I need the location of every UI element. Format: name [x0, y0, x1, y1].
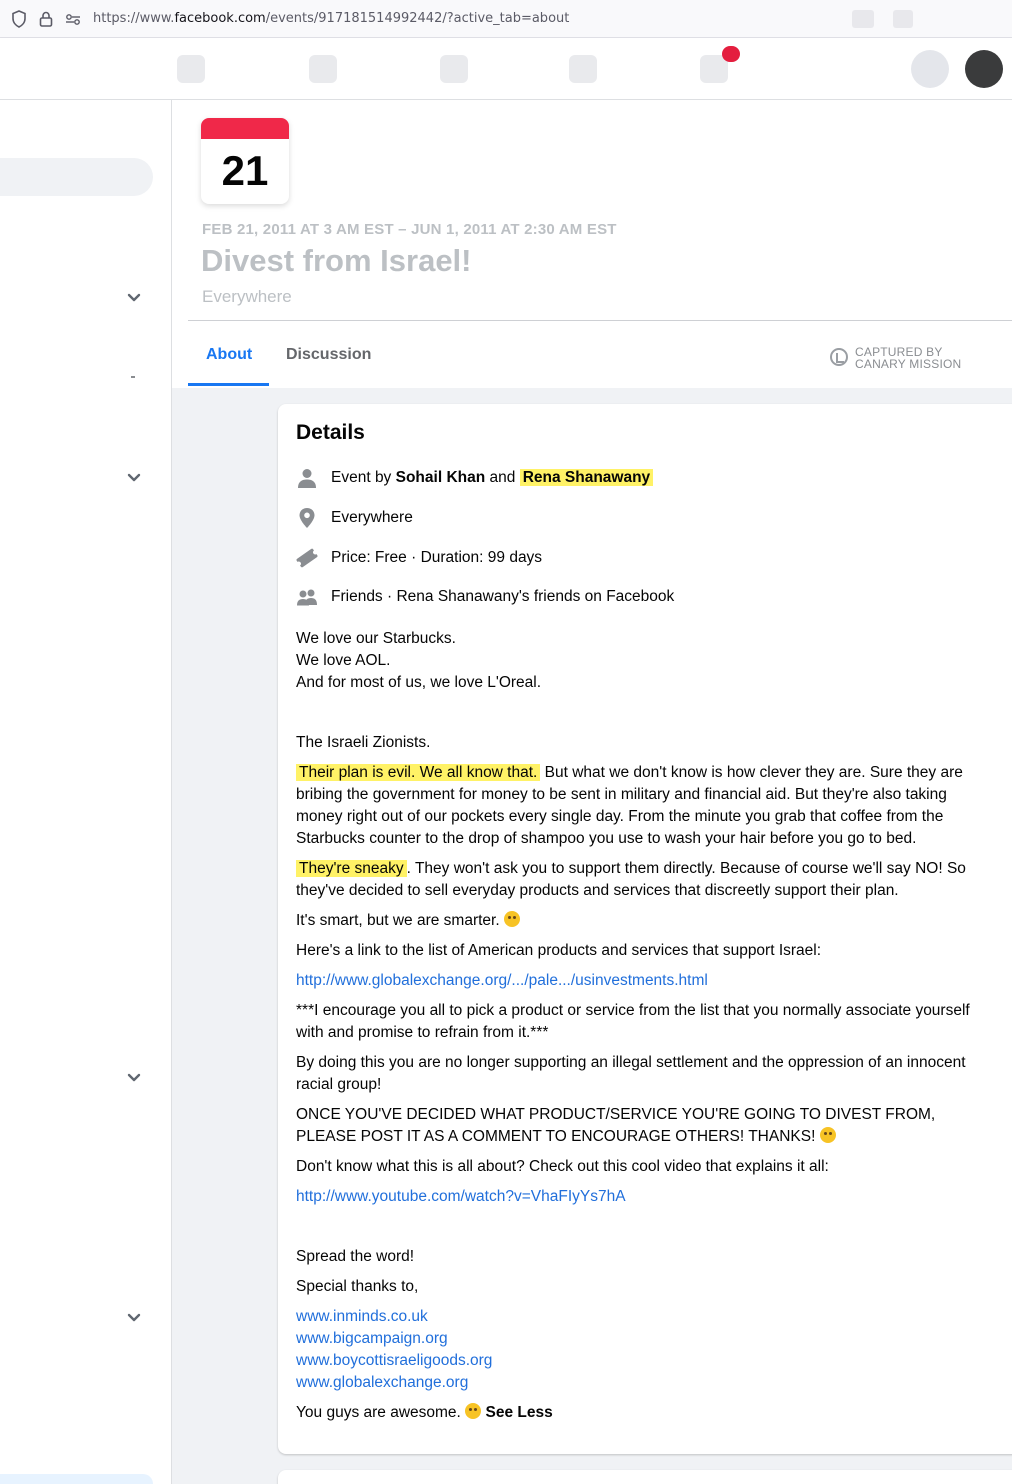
audience-row — [296, 586, 1012, 610]
price-row — [296, 547, 1012, 571]
left-sidebar — [0, 100, 172, 1484]
canary-mission-watermark — [830, 344, 970, 372]
description-paragraph: ***I encourage you all to pick a product or service from the list that you normally associate yourself with and promise to refrain from it.*** — [296, 1002, 970, 1041]
boycottisraeligoods-link[interactable]: www.boycottisraeligoods.org — [296, 1352, 493, 1369]
friends-icon — [296, 586, 318, 608]
hosts-row — [296, 467, 1012, 491]
location-text: Everywhere — [331, 509, 413, 526]
account-avatar[interactable] — [965, 50, 1003, 88]
host-link-sohail[interactable]: Sohail Khan — [395, 469, 486, 486]
menu-icon[interactable] — [911, 50, 949, 88]
highlighted-text: They're sneaky — [296, 860, 407, 877]
active-tab-indicator — [188, 383, 269, 386]
youtube-link[interactable]: http://www.youtube.com/watch?v=VhaFIyYs7hA — [296, 1188, 626, 1205]
spacer — [296, 702, 996, 732]
smiley-emoji-icon — [820, 1127, 836, 1143]
event-datetime: FEB 21, 2011 AT 3 AM EST – JUN 1, 2011 AT 2:30 AM EST — [202, 221, 617, 238]
paragraph-text: . They won't ask you to support them directly. Because of course we'll say NO! So they've decided to sell everyday products and services that discreetly support their plan. — [296, 860, 966, 899]
bookmark-icon[interactable] — [893, 10, 913, 28]
thanks-links — [296, 1306, 996, 1394]
reader-mode-icon[interactable] — [852, 10, 874, 28]
notification-badge — [722, 46, 740, 62]
description-paragraph: By doing this you are no longer supporting an illegal settlement and the oppression of an innocent racial group! — [296, 1054, 966, 1093]
smiley-emoji-icon — [504, 911, 520, 927]
description-paragraph — [296, 858, 996, 902]
paragraph-text: But what we don't know is how clever they are. Sure they are bribing the government for money to be sent in military and financial aid. But they're also taking money right out of our pockets every single day. From the minute you grab that coffee from the Starbucks counter to the drop of shampoo you use to wash your hair before you go to bed. — [296, 764, 963, 847]
site-permissions-icon[interactable] — [64, 10, 82, 28]
home-icon[interactable] — [177, 55, 205, 83]
bigcampaign-link[interactable]: www.bigcampaign.org — [296, 1330, 448, 1347]
inminds-link[interactable]: www.inminds.co.uk — [296, 1308, 428, 1325]
url-text[interactable] — [93, 11, 569, 26]
header-divider — [188, 320, 1012, 321]
location-pin-icon — [296, 507, 318, 529]
description-paragraph: The Israeli Zionists. — [296, 734, 431, 751]
price-text: Price: Free · Duration: 99 days — [331, 549, 543, 566]
description-paragraph — [296, 762, 996, 850]
canary-logo-icon — [830, 348, 848, 366]
globalexchange-link[interactable]: http://www.globalexchange.org/.../pale.../usinvestments.html — [296, 972, 708, 989]
friends-nav-icon[interactable] — [309, 55, 337, 83]
details-heading: Details — [296, 421, 365, 444]
canary-line1: CAPTURED BY — [855, 345, 943, 359]
hosts-text — [331, 469, 653, 487]
facebook-top-nav — [0, 38, 1012, 100]
sidebar-selected-item[interactable] — [0, 1474, 153, 1484]
calendar-day: 21 — [221, 147, 269, 194]
description-paragraph — [296, 970, 996, 992]
ticket-icon — [296, 547, 318, 569]
person-icon — [296, 467, 318, 489]
chevron-down-icon[interactable] — [126, 290, 142, 306]
tab-discussion[interactable]: Discussion — [286, 346, 372, 363]
description-line: And for most of us, we love L'Oreal. — [296, 674, 542, 691]
description-intro — [296, 628, 996, 694]
event-title: Divest from Israel! — [201, 243, 472, 278]
url-path: /events/917181514992442/?active_tab=about — [265, 11, 570, 26]
tab-about[interactable]: About — [206, 346, 253, 363]
host-link-rena[interactable]: Rena Shanawany — [520, 469, 654, 486]
chevron-down-icon[interactable] — [126, 470, 142, 486]
description-paragraph: Spread the word! — [296, 1248, 415, 1265]
paragraph-text: It's smart, but we are smarter. — [296, 912, 504, 929]
smiley-emoji-icon — [465, 1403, 481, 1419]
browser-url-bar — [0, 0, 1012, 38]
event-by-label: Event by — [331, 469, 396, 486]
description-paragraph: Here's a link to the list of American products and services that support Israel: — [296, 942, 822, 959]
canary-line2: CANARY MISSION — [855, 357, 962, 371]
see-less-button[interactable]: See Less — [485, 1404, 553, 1421]
url-domain: facebook.com — [174, 11, 266, 26]
description-paragraph — [296, 1186, 996, 1208]
search-events-input[interactable] — [0, 158, 153, 196]
spacer — [296, 1216, 996, 1246]
location-row — [296, 507, 1012, 531]
url-prefix: https://www. — [93, 11, 175, 26]
description-paragraph — [296, 910, 996, 932]
divider — [131, 376, 135, 378]
paragraph-text: ONCE YOU'VE DECIDED WHAT PRODUCT/SERVICE YOU'RE GOING TO DIVEST FROM, PLEASE POST IT AS A COMMENT TO ENCOURAGE OTHERS! THANKS! — [296, 1106, 936, 1145]
description-paragraph — [296, 1104, 996, 1148]
calendar-date-badge — [201, 118, 289, 204]
description-line: We love AOL. — [296, 652, 391, 669]
details-card — [278, 404, 1012, 1454]
marketplace-icon[interactable] — [569, 55, 597, 83]
shield-icon[interactable] — [11, 10, 29, 28]
chevron-down-icon[interactable] — [126, 1310, 142, 1326]
event-location[interactable]: Everywhere — [202, 287, 292, 306]
next-card — [278, 1470, 1012, 1484]
watch-icon[interactable] — [440, 55, 468, 83]
chevron-down-icon[interactable] — [126, 1070, 142, 1086]
audience-text: Friends · Rena Shanawany's friends on Facebook — [331, 588, 675, 605]
globalexchange-site-link[interactable]: www.globalexchange.org — [296, 1374, 469, 1391]
event-header — [172, 100, 1012, 388]
lock-icon[interactable] — [38, 10, 56, 28]
calendar-badge-top — [201, 118, 289, 139]
hosts-and: and — [485, 469, 520, 486]
description-line: We love our Starbucks. — [296, 630, 456, 647]
description-paragraph: Special thanks to, — [296, 1278, 419, 1295]
highlighted-text: Their plan is evil. We all know that. — [296, 764, 540, 781]
paragraph-text: You guys are awesome. — [296, 1404, 466, 1421]
event-description — [296, 628, 996, 1432]
description-paragraph: Don't know what this is all about? Check out this cool video that explains it all: — [296, 1158, 829, 1175]
description-paragraph — [296, 1402, 996, 1424]
